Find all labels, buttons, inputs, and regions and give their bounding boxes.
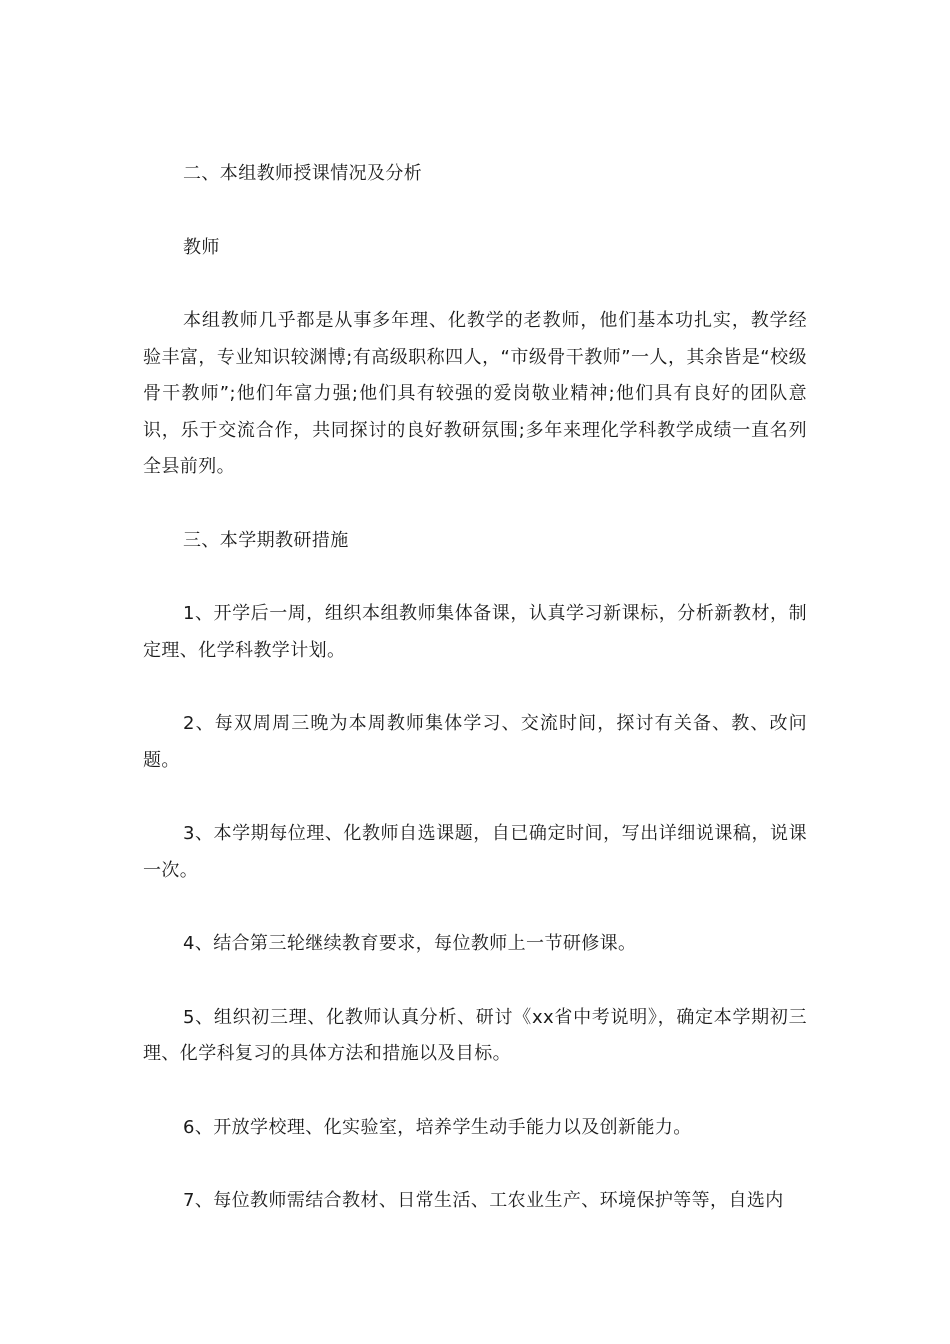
measure-item-3: 3、本学期每位理、化教师自选课题，自已确定时间，写出详细说课稿，说课一次。 bbox=[143, 823, 807, 881]
teachers-description-paragraph: 本组教师几乎都是从事多年理、化教学的老教师，他们基本功扎实，教学经验丰富，专业知识较渊博;有高级职称四人，“市级骨干教师”一人，其余皆是“校级骨干教师”;他们年富力强;他们具有较强的爱岗敬业精神;他们具有良好的团队意识，乐于交流合作，共同探讨的良好教研氛围;多年来理化学科教学成绩一直名列全县前列。 bbox=[143, 310, 807, 477]
paragraph-spacer bbox=[143, 963, 807, 1000]
section-heading-3: 三、本学期教研措施 bbox=[183, 529, 349, 551]
measure-item-2: 2、每双周周三晚为本周教师集体学习、交流时间，探讨有关备、教、改问题。 bbox=[143, 713, 807, 771]
paragraph-spacer bbox=[143, 559, 807, 596]
paragraph-spacer bbox=[143, 193, 807, 230]
section-heading-2: 二、本组教师授课情况及分析 bbox=[183, 163, 423, 184]
paragraph-spacer bbox=[143, 889, 807, 926]
measure-item-7: 7、每位教师需结合教材、日常生活、工农业生产、环境保护等等，自选内 bbox=[183, 1190, 784, 1211]
paragraph-spacer bbox=[143, 669, 807, 706]
measure-item-5: 5、组织初三理、化教师认真分析、研讨《xx省中考说明》，确定本学期初三理、化学科复习的具体方法和措施以及目标。 bbox=[143, 1006, 807, 1064]
measure-item-4: 4、结合第三轮继续教育要求，每位教师上一节研修课。 bbox=[183, 933, 637, 954]
paragraph-spacer bbox=[143, 779, 807, 816]
subheading-teachers: 教师 bbox=[183, 236, 220, 258]
paragraph-spacer bbox=[143, 486, 807, 523]
paragraph-spacer bbox=[143, 1146, 807, 1183]
document-body bbox=[143, 156, 807, 1220]
measure-item-6: 6、开放学校理、化实验室，培养学生动手能力以及创新能力。 bbox=[183, 1116, 692, 1138]
paragraph-spacer bbox=[143, 266, 807, 303]
measure-item-1: 1、开学后一周，组织本组教师集体备课，认真学习新课标，分析新教材，制定理、化学科教学计划。 bbox=[143, 603, 807, 661]
paragraph-spacer bbox=[143, 1073, 807, 1110]
